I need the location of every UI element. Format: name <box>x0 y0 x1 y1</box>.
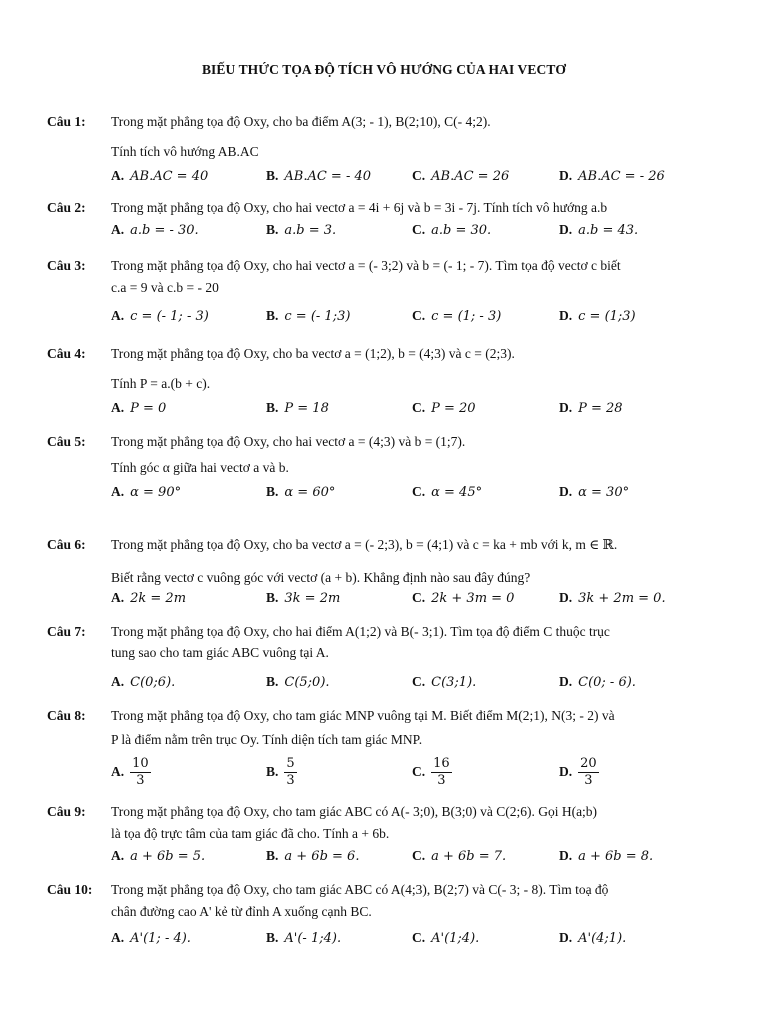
option-a[interactable]: A. P = 0 <box>111 400 167 416</box>
question-text: Trong mặt phẳng tọa độ Oxy, cho hai vectơ a = (- 3;2) và b = (- 1; - 7). Tìm tọa độ vectơ c biết <box>111 258 621 273</box>
option-b[interactable]: B. 3k = 2m <box>266 590 341 606</box>
question-text: Trong mặt phẳng tọa độ Oxy, cho hai vectơ a = (4;3) và b = (1;7). <box>111 434 466 449</box>
fraction <box>578 756 599 789</box>
question-text: Trong mặt phẳng tọa độ Oxy, cho tam giác ABC có A(4;3), B(2;7) và C(- 3; - 8). Tìm toạ độ <box>111 882 609 897</box>
option-c[interactable]: C. A'(1;4). <box>412 930 480 946</box>
fraction-denominator: 3 <box>286 773 295 788</box>
answer-options <box>111 930 751 952</box>
question-text: là tọa độ trực tâm của tam giác đã cho. Tính a + 6b. <box>111 826 390 841</box>
option-c[interactable]: C. C(3;1). <box>412 674 477 690</box>
fraction-numerator: 20 <box>580 756 597 771</box>
question-text: Tính góc α giữa hai vectơ a và b. <box>111 460 289 475</box>
option-c[interactable]: C. 2k + 3m = 0 <box>412 590 515 606</box>
question-text: tung sao cho tam giác ABC vuông tại A. <box>111 645 329 660</box>
answer-options <box>111 400 751 422</box>
question-label: Câu 3: <box>47 258 86 273</box>
option-d[interactable]: D. 3k + 2m = 0. <box>559 590 666 606</box>
question-label: Câu 6: <box>47 537 86 552</box>
page-title: BIẾU THỨC TỌA ĐỘ TÍCH VÔ HƯỚNG CỦA HAI VECTƠ <box>201 62 567 77</box>
option-d[interactable]: D. A'(4;1). <box>559 930 627 946</box>
question-label: Câu 10: <box>47 882 93 897</box>
option-d[interactable]: D. $\frac{20}{3}$ <box>559 756 597 788</box>
answer-options <box>111 590 751 612</box>
option-a[interactable]: A. $\frac{10}{3}$ <box>111 756 149 788</box>
option-a[interactable]: A. A'(1; - 4). <box>111 930 191 946</box>
option-b[interactable]: B. P = 18 <box>266 400 329 416</box>
question-text: Trong mặt phẳng tọa độ Oxy, cho hai điểm A(1;2) và B(- 3;1). Tìm tọa độ điểm C thuộc trục <box>111 624 610 639</box>
option-d[interactable]: D. C(0; - 6). <box>559 674 636 690</box>
question-text: Trong mặt phẳng tọa độ Oxy, cho tam giác MNP vuông tại M. Biết điểm M(2;1), N(3; - 2) và <box>111 708 615 723</box>
option-d[interactable]: D. c = (1;3) <box>559 308 636 324</box>
fraction <box>431 756 452 789</box>
question-text: Trong mặt phẳng tọa độ Oxy, cho ba vectơ a = (1;2), b = (4;3) và c = (2;3). <box>111 346 515 361</box>
question-text: Trong mặt phẳng tọa độ Oxy, cho tam giác ABC có A(- 3;0), B(3;0) và C(2;6). Gọi H(a;b) <box>111 804 598 819</box>
question-text: Tính P = a.(b + c). <box>111 376 211 391</box>
question-label: Câu 5: <box>47 434 86 449</box>
option-b[interactable]: B. AB.AC = - 40 <box>266 168 372 184</box>
question-label: Câu 1: <box>47 114 86 129</box>
option-b[interactable]: B. $\frac{5}{3}$ <box>266 756 295 788</box>
option-b[interactable]: B. A'(- 1;4). <box>266 930 342 946</box>
fraction-numerator: 5 <box>286 756 295 771</box>
question-text: Trong mặt phẳng tọa độ Oxy, cho ba vectơ a = (- 2;3), b = (4;1) và c = ka + mb với k, m ∈ ℝ. <box>111 537 618 552</box>
option-c[interactable]: C. c = (1; - 3) <box>412 308 502 324</box>
option-c[interactable]: C. AB.AC = 26 <box>412 168 510 184</box>
option-a[interactable]: A. c = (- 1; - 3) <box>111 308 209 324</box>
answer-options <box>111 484 751 506</box>
option-d[interactable]: D. a.b = 43. <box>559 222 639 238</box>
answer-options <box>111 168 751 190</box>
question-text: P là điểm nằm trên trục Oy. Tính diện tích tam giác MNP. <box>111 732 423 747</box>
question-label: Câu 9: <box>47 804 86 819</box>
option-d[interactable]: D. a + 6b = 8. <box>559 848 654 864</box>
option-a[interactable]: A. 2k = 2m <box>111 590 187 606</box>
answer-options <box>111 308 751 330</box>
fraction-numerator: 16 <box>433 756 450 771</box>
option-a[interactable]: A. C(0;6). <box>111 674 176 690</box>
option-a[interactable]: A. a.b = - 30. <box>111 222 199 238</box>
fraction <box>130 756 151 789</box>
question-text: Tính tích vô hướng AB.AC <box>111 144 259 159</box>
question-label: Câu 4: <box>47 346 86 361</box>
option-c[interactable]: C. a.b = 30. <box>412 222 492 238</box>
option-a[interactable]: A. α = 90° <box>111 484 182 500</box>
fraction-denominator: 3 <box>136 773 145 788</box>
option-c[interactable]: C. a + 6b = 7. <box>412 848 507 864</box>
option-a[interactable]: A. AB.AC = 40 <box>111 168 209 184</box>
answer-options <box>111 222 751 244</box>
question-text: c.a = 9 và c.b = - 20 <box>111 280 219 295</box>
option-a[interactable]: A. a + 6b = 5. <box>111 848 206 864</box>
question-text: Biết rằng vectơ c vuông góc với vectơ (a + b). Khẳng định nào sau đây đúng? <box>111 570 531 585</box>
question-text: Trong mặt phẳng tọa độ Oxy, cho hai vectơ a = 4i + 6j và b = 3i - 7j. Tính tích vô hướng a.b <box>111 200 608 215</box>
question-label: Câu 2: <box>47 200 86 215</box>
option-b[interactable]: B. c = (- 1;3) <box>266 308 351 324</box>
option-b[interactable]: B. α = 60° <box>266 484 336 500</box>
fraction-denominator: 3 <box>437 773 446 788</box>
answer-options <box>111 756 751 792</box>
fraction <box>284 756 296 789</box>
option-b[interactable]: B. C(5;0). <box>266 674 330 690</box>
question-label: Câu 8: <box>47 708 86 723</box>
fraction-denominator: 3 <box>584 773 593 788</box>
option-d[interactable]: D. α = 30° <box>559 484 630 500</box>
option-b[interactable]: B. a + 6b = 6. <box>266 848 360 864</box>
option-b[interactable]: B. a.b = 3. <box>266 222 337 238</box>
option-c[interactable]: C. P = 20 <box>412 400 476 416</box>
question-text: chân đường cao A' kẻ từ đỉnh A xuống cạnh BC. <box>111 904 372 919</box>
option-d[interactable]: D. AB.AC = - 26 <box>559 168 665 184</box>
fraction-numerator: 10 <box>132 756 149 771</box>
question-text: Trong mặt phẳng tọa độ Oxy, cho ba điểm A(3; - 1), B(2;10), C(- 4;2). <box>111 114 491 129</box>
answer-options <box>111 848 751 870</box>
option-c[interactable]: C. $\frac{16}{3}$ <box>412 756 450 788</box>
option-d[interactable]: D. P = 28 <box>559 400 623 416</box>
question-label: Câu 7: <box>47 624 86 639</box>
answer-options <box>111 674 751 696</box>
option-c[interactable]: C. α = 45° <box>412 484 483 500</box>
